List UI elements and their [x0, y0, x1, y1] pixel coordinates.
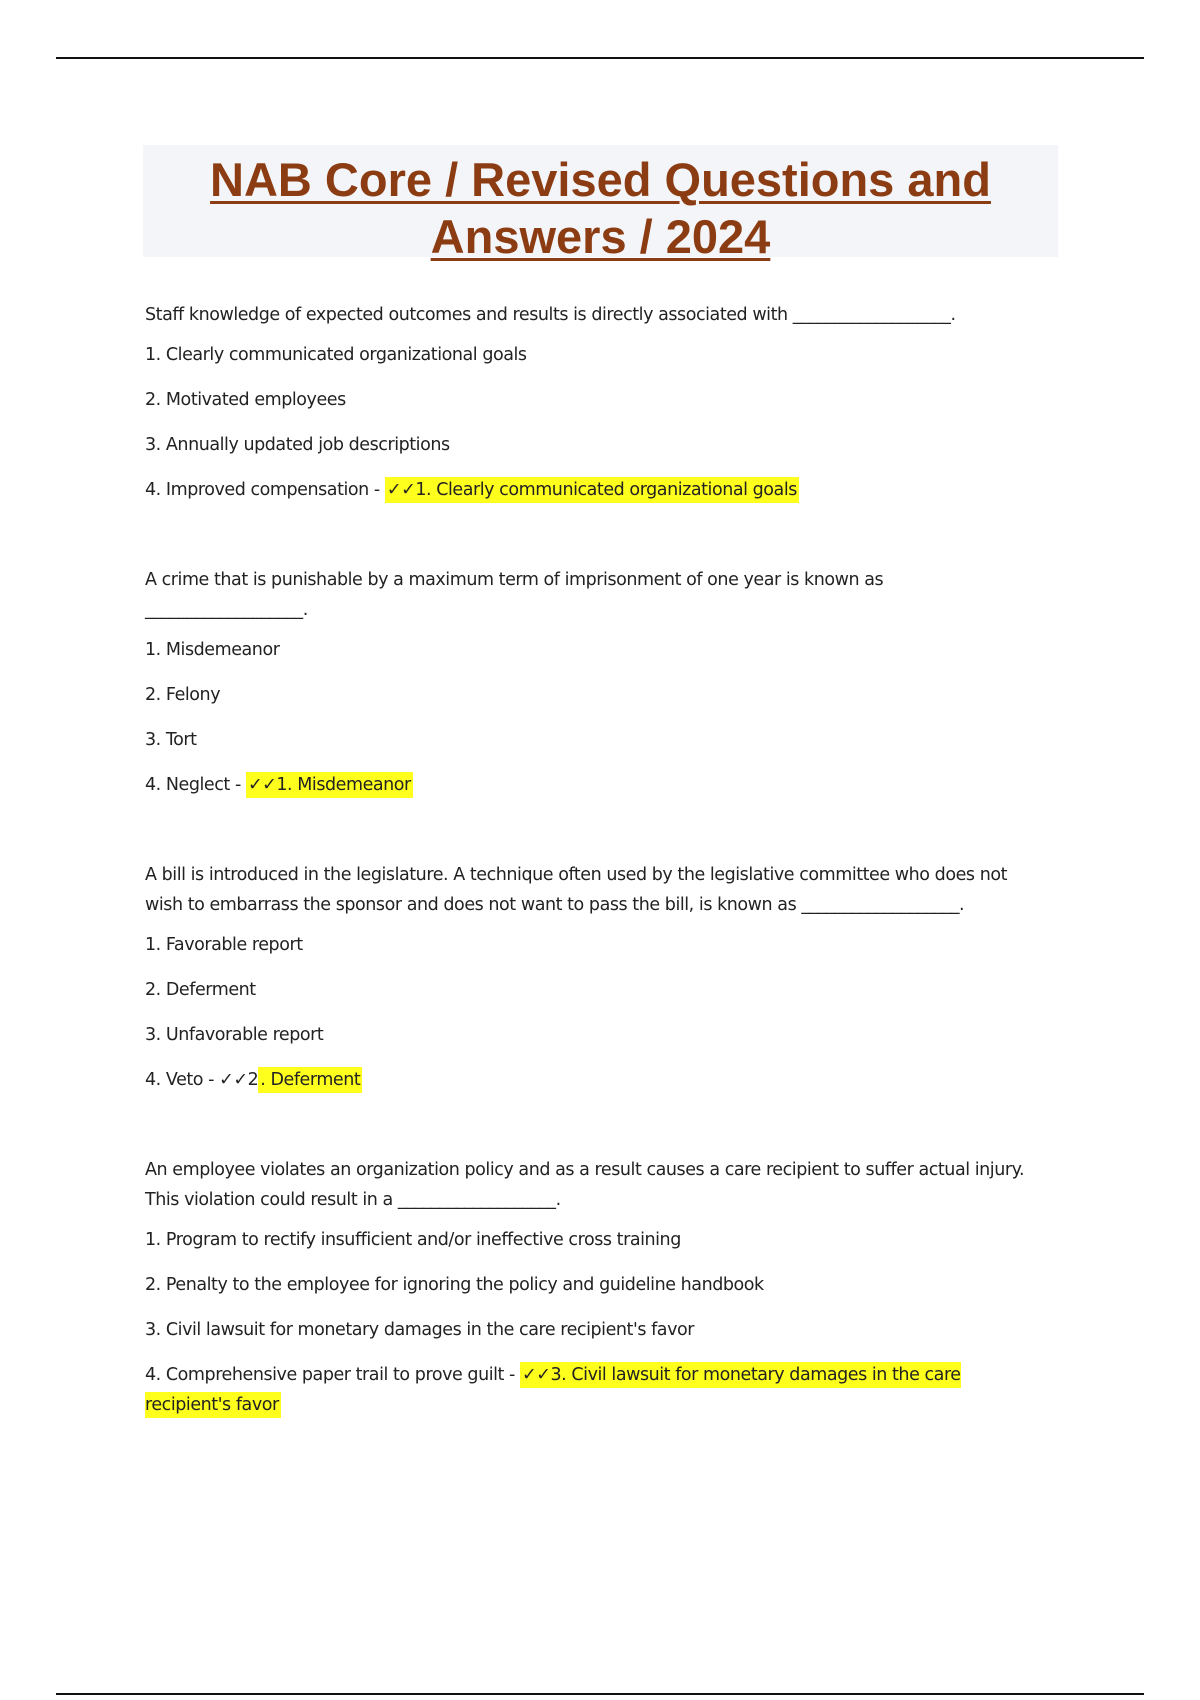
- title-line-1: NAB Core / Revised Questions and: [210, 153, 991, 206]
- option-item: 3. Unfavorable report: [145, 1025, 324, 1045]
- option-item: 1. Program to rectify insufficient and/or ineffective cross training: [145, 1230, 681, 1250]
- highlighted-answer: ✓✓3. Civil lawsuit for monetary damages in the care recipient's favor: [145, 1362, 961, 1418]
- answer-prefix: ✓✓2: [219, 1070, 259, 1090]
- last-option-text: 4. Veto -: [145, 1070, 220, 1090]
- questions-list: [145, 300, 1045, 1480]
- option-item-with-answer: [145, 770, 1045, 800]
- title-line-2: Answers / 2024: [430, 210, 771, 263]
- option-item-with-answer: [145, 1360, 1045, 1420]
- question-block: [145, 300, 1045, 505]
- option-item: 1. Misdemeanor: [145, 640, 280, 660]
- option-item: 2. Penalty to the employee for ignoring the policy and guideline handbook: [145, 1275, 764, 1295]
- option-item: 2. Felony: [145, 685, 221, 705]
- last-option-text: 4. Comprehensive paper trail to prove guilt -: [145, 1365, 521, 1385]
- option-item: 1. Clearly communicated organizational goals: [145, 345, 527, 365]
- option-item: 1. Favorable report: [145, 935, 303, 955]
- footer-rule: [56, 1693, 1144, 1695]
- header-rule: [56, 57, 1144, 59]
- highlighted-answer: ✓✓1. Misdemeanor: [246, 772, 413, 798]
- options-list: [145, 340, 1045, 505]
- last-option-text: 4. Neglect -: [145, 775, 246, 795]
- highlighted-answer: . Deferment: [258, 1067, 362, 1093]
- options-list: [145, 930, 1045, 1095]
- option-item-with-answer: [145, 1065, 1045, 1095]
- option-item-with-answer: [145, 475, 1045, 505]
- last-option-text: 4. Improved compensation -: [145, 480, 385, 500]
- question-text: Staff knowledge of expected outcomes and results is directly associated with ___________________.: [145, 305, 956, 325]
- option-item: 3. Tort: [145, 730, 197, 750]
- title-banner: [143, 145, 1058, 263]
- question-block: [145, 860, 1045, 1095]
- highlighted-answer: ✓✓1. Clearly communicated organizational goals: [385, 477, 799, 503]
- option-item: 3. Civil lawsuit for monetary damages in the care recipient's favor: [145, 1320, 694, 1340]
- question-text: A crime that is punishable by a maximum term of imprisonment of one year is known as ___________________.: [145, 570, 884, 620]
- question-text: An employee violates an organization policy and as a result causes a care recipient to suffer actual injury. This violation could result in a ___________________.: [145, 1160, 1025, 1210]
- options-list: [145, 635, 1045, 800]
- options-list: [145, 1225, 1045, 1420]
- page-title: [143, 145, 1058, 265]
- question-block: [145, 565, 1045, 800]
- option-item: 2. Deferment: [145, 980, 256, 1000]
- option-item: 2. Motivated employees: [145, 390, 346, 410]
- question-block: [145, 1155, 1045, 1420]
- question-text: A bill is introduced in the legislature. A technique often used by the legislative committee who does not wish to embarrass the sponsor and does not want to pass the bill, is known as ___________________.: [145, 865, 1007, 915]
- option-item: 3. Annually updated job descriptions: [145, 435, 450, 455]
